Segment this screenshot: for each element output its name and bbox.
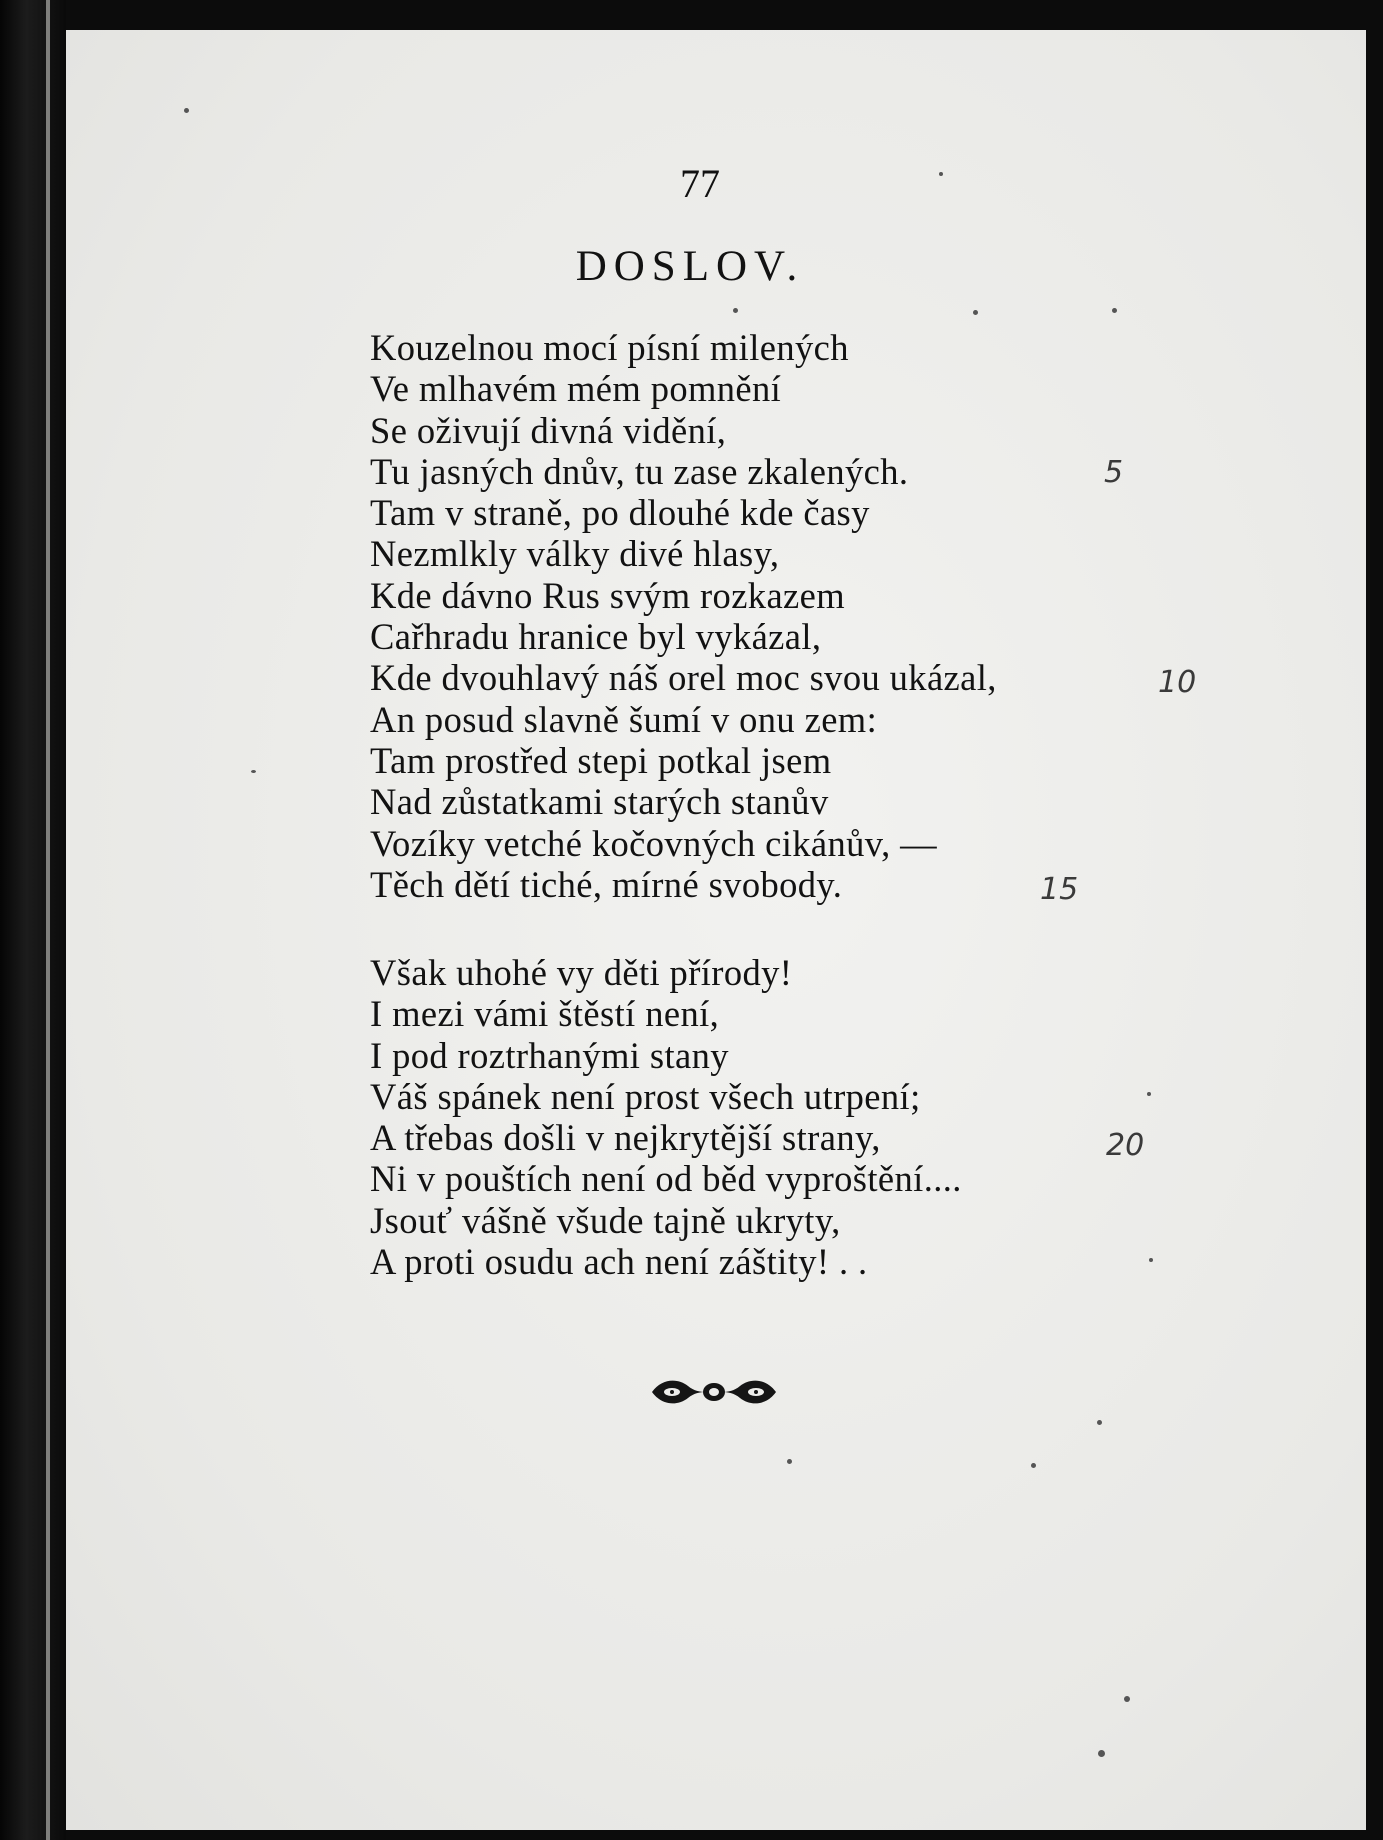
paper-speck [787, 1459, 792, 1464]
paper-sheet [66, 30, 1366, 1830]
verse-line: Jsouť vášně všude tajně ukryty, [370, 1199, 841, 1241]
book-gutter [0, 0, 66, 1840]
paper-speck [1098, 1750, 1105, 1757]
verse-line: Tam prostřed stepi potkal jsem [370, 739, 832, 781]
verse-line: Těch dětí tiché, mírné svobody. [370, 863, 843, 905]
verse-line: An posud slavně šumí v onu zem: [370, 698, 878, 740]
gutter-edge [46, 0, 50, 1840]
verse-line: Však uhohé vy děti přírody! [370, 952, 793, 993]
verse-line: I mezi vámi štěstí není, [370, 993, 720, 1035]
paper-speck [973, 310, 978, 315]
paper-speck [1097, 1420, 1102, 1425]
verse-line: Kouzelnou mocí písní milených [370, 327, 849, 368]
verse-line: Váš spánek není prost všech utrpení; [370, 1075, 921, 1117]
verse-line: Tam v straně, po dlouhé kde časy [370, 492, 870, 534]
verse-line: I pod roztrhanými stany [370, 1034, 729, 1076]
poem-stanza-1 [370, 327, 997, 905]
paper-speck [251, 770, 256, 773]
poem-stanza-2 [370, 952, 962, 1282]
verse-line: Nezmlkly války divé hlasy, [370, 533, 780, 575]
line-count-note: 5 [1104, 455, 1124, 490]
verse-line: Ve mlhavém mém pomnění [370, 368, 782, 410]
verse-line: A třebas došli v nejkrytější strany, [370, 1117, 881, 1159]
paper-speck [1147, 1092, 1151, 1096]
paper-speck [733, 308, 738, 313]
verse-line: Vozíky vetché kočovných cikánův, — [370, 822, 938, 864]
line-count-note: 10 [1158, 665, 1197, 700]
paper-speck [1112, 308, 1117, 313]
verse-line: Kde dvouhlavý náš orel moc svou ukázal, [370, 657, 997, 699]
verse-line: Se oživují divná vidění, [370, 409, 727, 451]
decorative-ornament-icon [648, 1372, 780, 1412]
verse-line: Nad zůstatkami starých stanův [370, 781, 829, 823]
verse-line: Cařhradu hranice byl vykázal, [370, 616, 822, 658]
line-count-note: 20 [1106, 1128, 1145, 1163]
paper-speck [1149, 1258, 1153, 1262]
verse-line: Kde dávno Rus svým rozkazem [370, 574, 846, 616]
paper-speck [1124, 1696, 1130, 1702]
paper-speck [184, 108, 189, 113]
paper-speck [939, 172, 943, 176]
page-title: DOSLOV. [575, 243, 805, 290]
line-count-note: 15 [1040, 872, 1079, 907]
paper-speck [1031, 1463, 1036, 1468]
verse-line: Tu jasných dnův, tu zase zkalených. [370, 450, 909, 492]
verse-line: Ni v pouštích není od běd vyproštění.... [370, 1158, 962, 1200]
page-number: 77 [680, 161, 720, 206]
verse-line: A proti osudu ach není záštity! . . [370, 1241, 868, 1283]
